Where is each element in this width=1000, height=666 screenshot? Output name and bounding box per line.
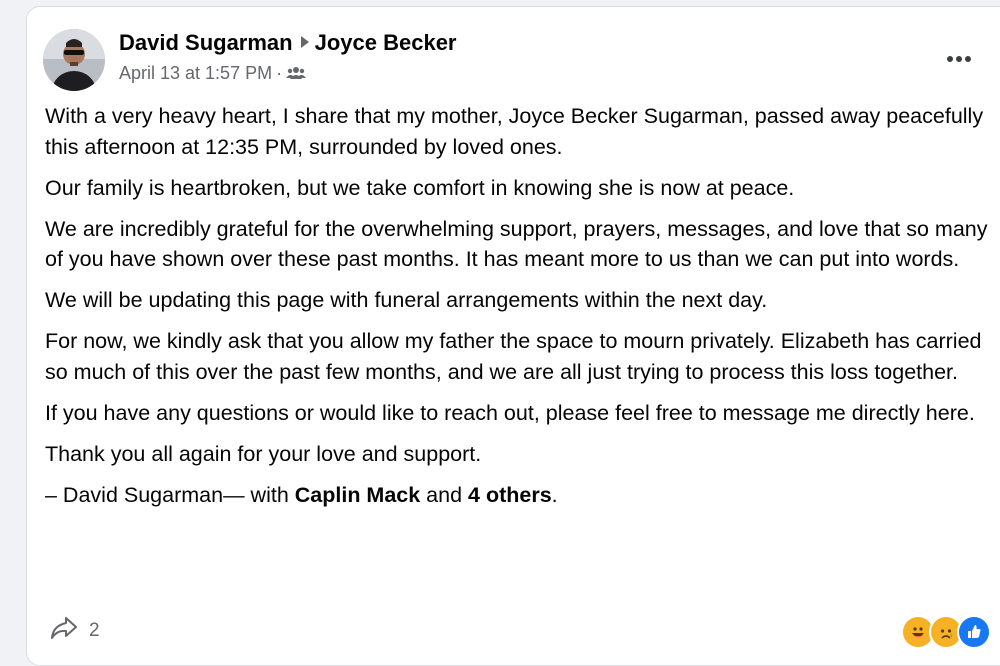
signature-prefix: – David Sugarman— with <box>45 482 295 507</box>
meta-separator: · <box>276 63 283 83</box>
more-options-icon[interactable] <box>941 41 977 77</box>
signature-suffix: . <box>551 482 558 507</box>
reaction-summary[interactable] <box>901 615 991 649</box>
share-count-value: 2 <box>89 620 100 641</box>
others-link[interactable]: 4 others <box>468 482 552 507</box>
author-name[interactable]: David Sugarman <box>119 30 293 55</box>
post-card <box>26 6 1000 666</box>
post-paragraph: Thank you all again for your love and support. <box>45 441 482 466</box>
signature-and: and <box>420 482 469 507</box>
share-count[interactable] <box>49 615 100 647</box>
post-meta <box>119 61 306 87</box>
to-arrow-icon <box>301 36 309 48</box>
post-body <box>45 101 995 521</box>
recipient-name[interactable]: Joyce Becker <box>314 30 457 55</box>
post-paragraph: We will be updating this page with funeral arrangements within the next day. <box>45 288 768 312</box>
post-paragraph: Our family is heartbroken, but we take comfort in knowing she is now at peace. <box>45 175 795 200</box>
avatar[interactable] <box>43 29 105 91</box>
post-paragraph: If you have any questions or would like to reach out, please feel free to message me directly here. <box>45 400 975 425</box>
like-icon <box>957 615 991 649</box>
post-signature <box>45 480 995 511</box>
post-paragraph: With a very heavy heart, I share that my mother, Joyce Becker Sugarman, passed away peacefully this afternoon at 12:35 PM, surrounded by loved ones. <box>45 104 984 159</box>
post-paragraph: For now, we kindly ask that you allow my father the space to mourn privately. Elizabeth has carried so much of this over the past few months, and we are all just trying to process this loss together. <box>45 329 982 384</box>
friends-icon[interactable] <box>286 63 306 87</box>
post-header <box>119 29 457 57</box>
share-icon <box>49 615 89 647</box>
post-paragraph: We are incredibly grateful for the overwhelming support, prayers, messages, and love that so many of you have shown over these past months. It has meant more to us than we can put into words. <box>45 216 988 271</box>
post-timestamp[interactable]: April 13 at 1:57 PM <box>119 63 273 83</box>
tagged-person-link[interactable]: Caplin Mack <box>294 482 421 507</box>
